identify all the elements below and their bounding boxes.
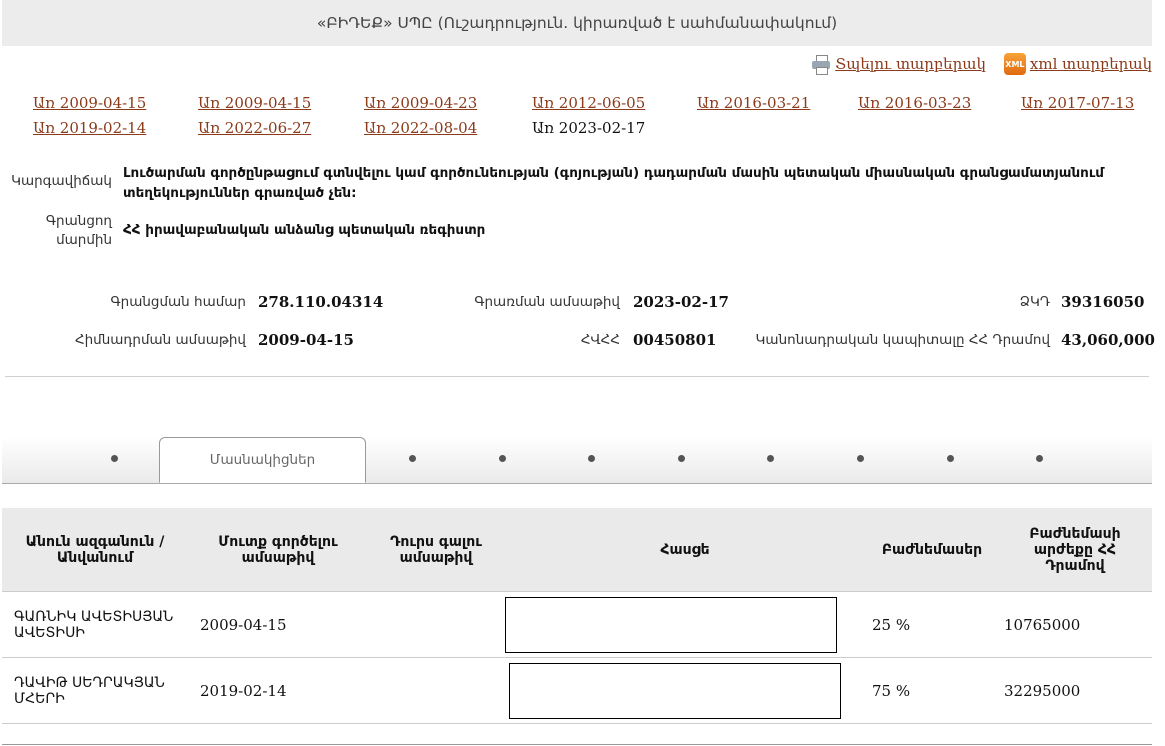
status-value: Լուծարման գործընթացում գտնվելու կամ գործունեության (գոյության) դադարման մասին պետական միասնական գրանցամատյանում տեղեկություններ գրառված չեն: <box>123 165 1104 201</box>
tab-bullet[interactable] <box>499 455 506 462</box>
participant-name: ԴԱՎԻԹ ՍԵԴՐԱԿՅԱՆ ՄՀԵՐԻ <box>2 658 188 724</box>
capital-value: 43,060,000 <box>1061 331 1155 349</box>
version-link-text[interactable]: Առ 2022-06-27 <box>198 119 312 137</box>
table-row <box>2 658 1152 724</box>
exit-date <box>368 658 504 724</box>
divider <box>5 376 1149 377</box>
version-link-text[interactable]: Առ 2016-03-21 <box>697 94 811 112</box>
founding-date-label: Հիմնադրման ամսաթիվ <box>74 332 246 348</box>
print-version-link[interactable] <box>811 54 986 74</box>
col-header-shares: Բաժնեմասեր <box>866 508 998 592</box>
tin-value: 00450801 <box>633 331 717 349</box>
table-row <box>2 592 1152 658</box>
address-box <box>509 663 841 719</box>
tab-participants[interactable]: Մասնակիցներ <box>159 437 366 483</box>
col-header-entry-date: Մուտք գործելու ամսաթիվ <box>188 508 368 592</box>
version-link[interactable] <box>1021 94 1134 112</box>
col-header-address: Հասցե <box>504 508 866 592</box>
version-link-text[interactable]: Առ 2022-08-04 <box>364 119 478 137</box>
current-version: Առ 2023-02-17 <box>532 119 646 137</box>
zkd-label: ՁԿԴ <box>1019 294 1050 310</box>
page-title: «ԲԻԴԵՔ» ՍՊԸ (Ուշադրություն. կիրառված է սահմանափակում) <box>2 0 1152 46</box>
version-link-text[interactable]: Առ 2012-06-05 <box>532 94 646 112</box>
address-cell <box>504 592 866 658</box>
record-date-value: 2023-02-17 <box>633 293 729 311</box>
tab-bar <box>2 437 1152 484</box>
tab-bullet[interactable] <box>409 455 416 462</box>
print-version-label[interactable]: Տպելու տարբերակ <box>835 55 986 73</box>
xml-version-label[interactable]: xml տարբերակ <box>1029 55 1152 73</box>
col-header-share-value: Բաժնեմասի արժեքը ՀՀ Դրամով <box>998 508 1152 592</box>
share-percent: 25 % <box>866 592 998 658</box>
version-link-text[interactable]: Առ 2009-04-15 <box>33 94 147 112</box>
registrar-value: ՀՀ իրավաբանական անձանց պետական ռեգիստր <box>123 222 486 238</box>
xml-file-icon: XML <box>1004 53 1026 75</box>
version-link-text[interactable]: Առ 2017-07-13 <box>1021 94 1135 112</box>
version-link[interactable] <box>364 119 477 137</box>
tab-bullet[interactable] <box>588 455 595 462</box>
col-header-exit-date: Դուրս գալու ամսաթիվ <box>368 508 504 592</box>
printer-icon <box>811 54 831 74</box>
entry-date: 2009-04-15 <box>188 592 368 658</box>
table-header-row <box>2 508 1152 592</box>
version-link-text[interactable]: Առ 2009-04-23 <box>364 94 478 112</box>
participants-table <box>2 508 1152 724</box>
version-link[interactable] <box>33 94 146 112</box>
founding-date-value: 2009-04-15 <box>258 331 354 349</box>
version-link[interactable] <box>697 94 810 112</box>
status-label: Կարգավիճակ <box>11 173 112 189</box>
record-date-label: Գրառման ամսաթիվ <box>474 294 620 310</box>
registrar-label: Գրանցող մարմին <box>45 213 112 248</box>
capital-label: Կանոնադրական կապիտալը ՀՀ Դրամով <box>755 332 1050 348</box>
share-value: 10765000 <box>998 592 1152 658</box>
zkd-value: 39316050 <box>1061 293 1145 311</box>
version-link[interactable] <box>858 94 971 112</box>
version-link[interactable] <box>532 94 645 112</box>
tab-bullet[interactable] <box>111 455 118 462</box>
version-link-text[interactable]: Առ 2019-02-14 <box>33 119 147 137</box>
version-link[interactable] <box>198 119 311 137</box>
tab-bullet[interactable] <box>678 455 685 462</box>
reg-number-value: 278.110.04314 <box>258 293 384 311</box>
address-cell <box>504 658 866 724</box>
tin-label: ՀՎՀՀ <box>580 332 620 348</box>
exit-date <box>368 592 504 658</box>
address-box <box>505 597 837 653</box>
tab-bullet[interactable] <box>767 455 774 462</box>
tab-bullet[interactable] <box>947 455 954 462</box>
version-link-text[interactable]: Առ 2016-03-23 <box>858 94 972 112</box>
participant-name: ԳԱՌՆԻԿ ԱՎԵՏԻՍՅԱՆ ԱՎԵՏԻՍԻ <box>2 592 188 658</box>
share-percent: 75 % <box>866 658 998 724</box>
xml-version-link[interactable] <box>1004 53 1152 75</box>
reg-number-label: Գրանցման համար <box>110 294 246 310</box>
tab-bullet[interactable] <box>857 455 864 462</box>
version-link[interactable] <box>364 94 477 112</box>
tab-bullet[interactable] <box>1036 455 1043 462</box>
footer-divider <box>2 744 1152 745</box>
col-header-name: Անուն ազգանուն / Անվանում <box>2 508 188 592</box>
version-link[interactable] <box>33 119 146 137</box>
toolbar <box>793 53 1152 75</box>
version-link-text[interactable]: Առ 2009-04-15 <box>198 94 312 112</box>
share-value: 32295000 <box>998 658 1152 724</box>
version-link[interactable] <box>198 94 311 112</box>
entry-date: 2019-02-14 <box>188 658 368 724</box>
